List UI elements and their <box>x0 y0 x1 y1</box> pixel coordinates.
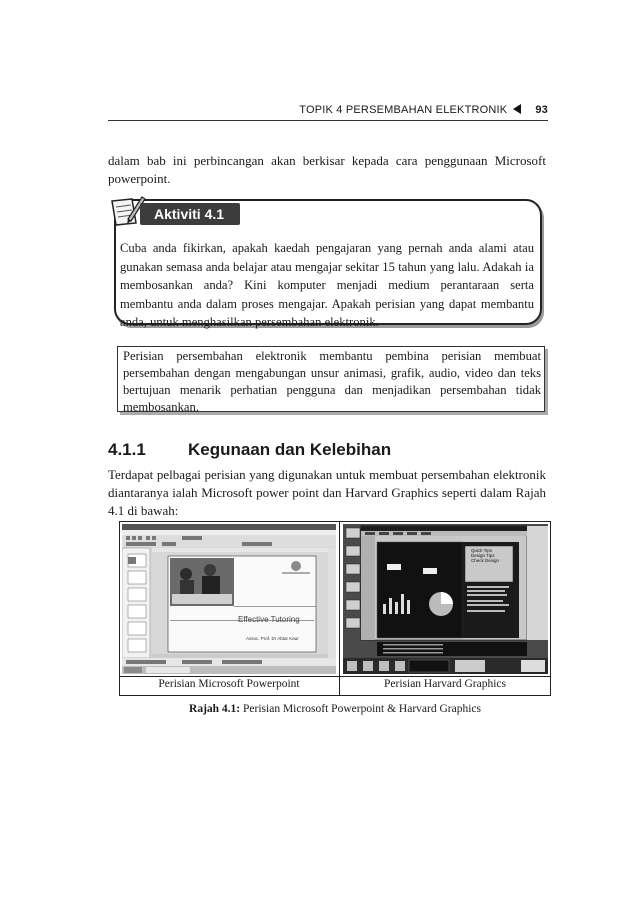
figure-caption <box>119 703 551 715</box>
header-rule <box>108 120 548 121</box>
harvard-graphics-screenshot <box>343 524 548 674</box>
section-title: Kegunaan dan Kelebihan <box>188 440 392 459</box>
page-number: 93 <box>535 104 548 116</box>
ppt-slide-title: Effective Tutoring <box>238 615 300 624</box>
running-header <box>108 104 548 116</box>
figure-caption-text: Perisian Microsoft Powerpoint & Harvard Graphics <box>240 703 481 715</box>
header-topic: TOPIK 4 PERSEMBAHAN ELEKTRONIK <box>299 104 508 116</box>
section-heading <box>108 440 391 460</box>
harvard-graphics-window <box>343 524 548 674</box>
powerpoint-screenshot <box>122 524 336 674</box>
figure-caption-label: Rajah 4.1: <box>189 703 241 715</box>
figure-divider <box>339 521 340 696</box>
hg-menu-quick-tips[interactable]: Quick Tips <box>471 548 493 553</box>
right-caption: Perisian Harvard Graphics <box>384 678 506 690</box>
intro-paragraph: dalam bab ini perbincangan akan berkisar kepada cara penggunaan Microsoft powerpoint. <box>108 153 546 186</box>
ppt-slide-author: Assoc. Prof. Dr Abtar Kaur <box>246 636 299 641</box>
activity-title: Aktiviti 4.1 <box>140 203 240 225</box>
powerpoint-window <box>122 524 336 674</box>
hg-menu-design-tips[interactable]: Design Tips <box>471 553 495 558</box>
note-text: Perisian persembahan elektronik membantu pembina perisian membuat persembahan dengan mengabungan unsur animasi, grafik, audio, video dan teks bertujuan menarik perhatian pengguna dan menjadikan persembahan tidak membosankan. <box>123 349 541 414</box>
activity-text: Cuba anda fikirkan, apakah kaedah pengajaran yang pernah anda alami atau gunakan semasa anda belajar atau mengajar sekitar 15 tahun yang lalu. Adakah ia membosankan anda? Kini komputer menjadi medium perantaraan serta membantu anda dalam proses mengajar. Apakah perisian yang dapat membantu anda, untuk menghasilkan persembahan elektronik. <box>120 241 534 329</box>
section-number: 4.1.1 <box>108 440 146 459</box>
body-paragraph: Terdapat pelbagai perisian yang digunakan untuk membuat persembahan elektronik diantaranya ialah Microsoft power point dan Harvard Graphics seperti dalam Rajah 4.1 di bawah: <box>108 467 546 518</box>
left-arrow-icon <box>513 104 521 114</box>
left-caption: Perisian Microsoft Powerpoint <box>158 678 300 690</box>
hg-menu-check-design[interactable]: Check Design <box>471 558 500 563</box>
